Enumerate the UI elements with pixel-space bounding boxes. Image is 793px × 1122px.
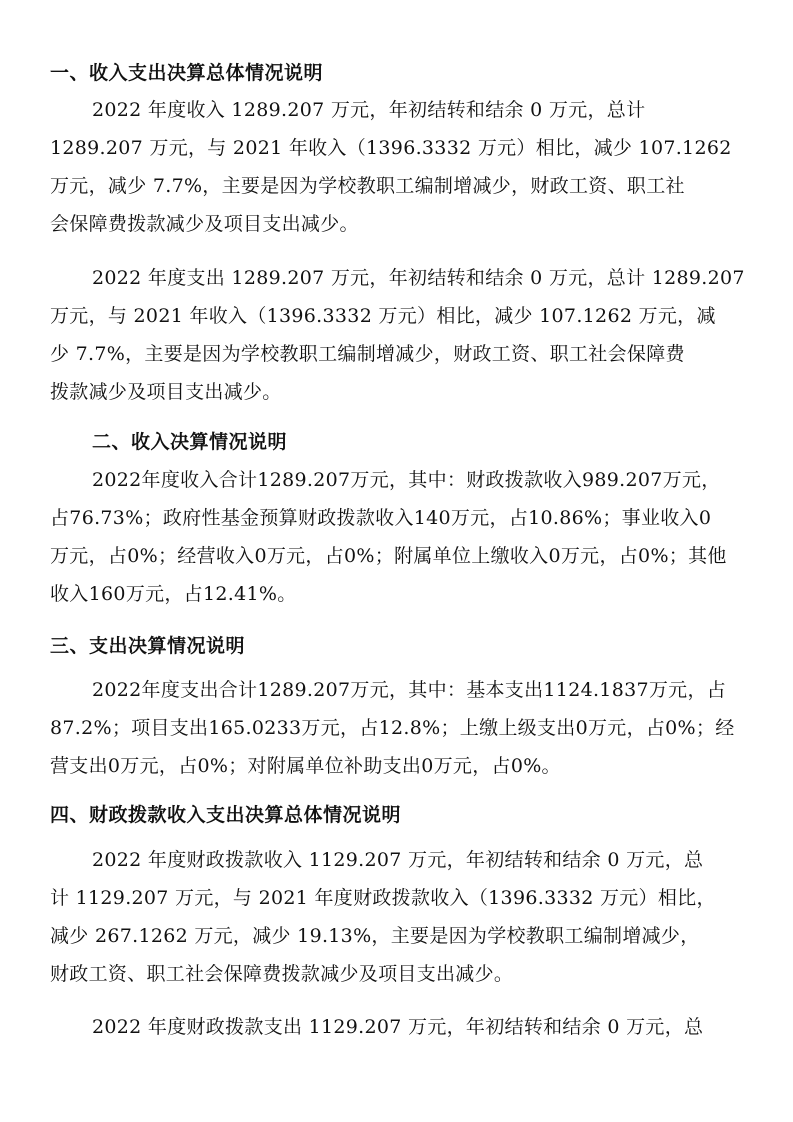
section-3-para-1-line-3: 营支出0万元，占0%；对附属单位补助支出0万元，占0%。 [50,755,561,777]
section-2-heading: 二、收入决算情况说明 [92,431,288,453]
section-1-para-1-line-2: 1289.207 万元，与 2021 年收入（1396.3332 万元）相比，减少 107.1262 [50,137,732,159]
section-3-para-1-line-2: 87.2%；项目支出165.0233万元，占12.8%；上缴上级支出0万元，占0%；经 [50,717,735,739]
section-4-para-1-line-2: 计 1129.207 万元，与 2021 年度财政拨款收入（1396.3332 万元）相比， [50,887,716,909]
section-1-para-2-line-4: 拨款减少及项目支出减少。 [50,381,282,403]
section-4-para-1-line-3: 减少 267.1262 万元，减少 19.13%，主要是因为学校教职工编制增减少， [50,925,700,947]
section-1-para-2-line-1: 2022 年度支出 1289.207 万元，年初结转和结余 0 万元，总计 1289.207 [92,267,745,289]
section-2-para-1-line-4: 收入160万元，占12.41%。 [50,583,297,605]
section-3-heading: 三、支出决算情况说明 [50,635,246,657]
section-2-para-1-line-3: 万元，占0%；经营收入0万元，占0%；附属单位上缴收入0万元，占0%；其他 [50,545,727,567]
section-2-para-1-line-2: 占76.73%；政府性基金预算财政拨款收入140万元，占10.86%；事业收入0 [50,507,712,529]
section-1-para-1-line-4: 会保障费拨款减少及项目支出减少。 [50,213,359,235]
section-1-para-2-line-3: 少 7.7%，主要是因为学校教职工编制增减少，财政工资、职工社会保障费 [50,343,685,365]
section-4-para-2-line-1: 2022 年度财政拨款支出 1129.207 万元，年初结转和结余 0 万元，总 [92,1016,704,1038]
section-3-para-1-line-1: 2022年度支出合计1289.207万元，其中：基本支出1124.1837万元，占 [92,679,727,701]
section-2-para-1-line-1: 2022年度收入合计1289.207万元，其中：财政拨款收入989.207万元， [92,469,721,491]
section-4-para-1-line-4: 财政工资、职工社会保障费拨款减少及项目支出减少。 [50,963,514,985]
section-4-para-1-line-1: 2022 年度财政拨款收入 1129.207 万元，年初结转和结余 0 万元，总 [92,849,704,871]
section-1-para-1-line-3: 万元，减少 7.7%，主要是因为学校教职工编制增减少，财政工资、职工社 [50,175,685,197]
section-1-heading: 一、收入支出决算总体情况说明 [50,62,324,84]
section-1-para-1-line-1: 2022 年度收入 1289.207 万元，年初结转和结余 0 万元，总计 [92,99,646,121]
section-4-heading: 四、财政拨款收入支出决算总体情况说明 [50,804,402,826]
section-1-para-2-line-2: 万元，与 2021 年收入（1396.3332 万元）相比，减少 107.1262 万元，减 [50,305,716,327]
